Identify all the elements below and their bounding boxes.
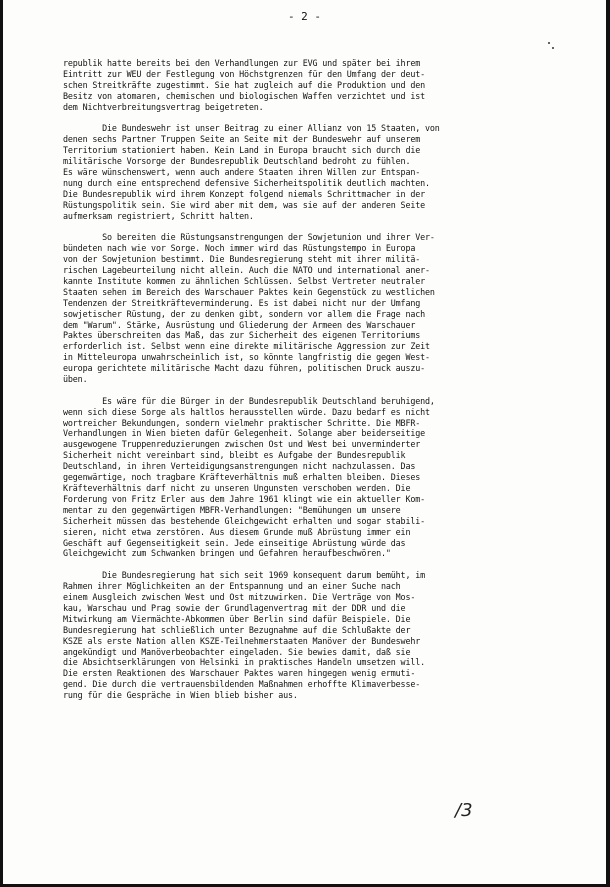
text-line: republik hatte bereits bei den Verhandlungen zur EVG und später bei ihrem xyxy=(63,58,421,68)
paragraph-5 xyxy=(63,570,551,701)
text-line: Besitz von atomaren, chemischen und biologischen Waffen verzichtet und ist xyxy=(63,90,426,101)
text-line: einem Ausgleich zwischen West und Ost mitzuwirken. Die Verträge von Mos- xyxy=(63,591,416,602)
text-line: wenn sich diese Sorge als haltlos herausstellen würde. Dazu bedarf es nicht xyxy=(63,406,430,417)
text-line: Sicherheit nicht vereinbart sind, bleibt es Aufgabe der Bundesrepublik xyxy=(63,450,406,461)
text-line: sowjetischer Rüstung, der zu denken gibt, sondern vor allem die Frage nach xyxy=(63,308,426,319)
text-line: gend. Die durch die vertrauensbildenden Maßnahmen erhoffte Klimaverbesse- xyxy=(63,679,421,690)
text-line: dem "Warum". Stärke, Ausrüstung und Gliederung der Armeen des Warschauer xyxy=(63,319,416,330)
text-line: Forderung von Fritz Erler aus dem Jahre 1961 klingt wie ein aktueller Kom- xyxy=(63,493,426,504)
text-line: Kräfteverhältnis darf nicht zu unseren Ungunsten verschoben werden. Die xyxy=(63,483,411,494)
text-line: bündeten nach wie vor Sorge. Noch immer wird das Rüstungstempo in Europa xyxy=(63,243,416,254)
text-line: rischen Lagebeurteilung nicht allein. Auch die NATO und international aner- xyxy=(63,265,430,275)
text-line: Die Bundesregierung hat sich seit 1969 konsequent darum bemüht, im xyxy=(63,570,426,581)
text-line: Die Bundesrepublik wird ihrem Konzept folgend niemals Schrittmacher in der xyxy=(63,188,426,199)
text-line: Die Bundeswehr ist unser Beitrag zu einer Allianz von 15 Staaten, von xyxy=(63,123,440,134)
text-line: militärische Vorsorge der Bundesrepublik Deutschland bedroht zu fühlen. xyxy=(63,156,411,167)
text-line: Sicherheit müssen das bestehende Gleichgewicht erhalten und sogar stabili- xyxy=(63,515,426,526)
text-line: sieren, nicht etwa zerstören. Aus diesem Grunde muß Abrüstung immer ein xyxy=(63,526,411,537)
text-line: Geschäft auf Gegenseitigkeit sein. Jede einseitige Abrüstung würde das xyxy=(63,537,406,548)
text-line: von der Sowjetunion bestimmt. Die Bundesregierung steht mit ihrer militä- xyxy=(63,254,421,265)
text-line: Rüstungspolitik sein. Sie wird aber mit dem, was sie auf der anderen Seite xyxy=(63,199,426,210)
paragraph-4 xyxy=(63,396,551,560)
text-line: Verhandlungen in Wien bieten dafür Gelegenheit. Solange aber beiderseitige xyxy=(63,428,426,439)
text-line: europa gerichtete militärische Macht dazu führen, politischen Druck auszu- xyxy=(63,363,426,374)
paragraph-2 xyxy=(63,123,551,221)
text-line: Eintritt zur WEU der Festlegung von Höchstgrenzen für den Umfang der deut- xyxy=(63,68,426,79)
text-line: Territorium stationiert haben. Kein Land in Europa braucht sich durch die xyxy=(63,145,421,156)
text-line: üben. xyxy=(63,374,88,385)
text-line: erforderlich ist. Selbst wenn eine direkte militärische Aggression zur Zeit xyxy=(63,341,430,352)
text-line: Bundesregierung hat schließlich unter Bezugnahme auf die Schlußakte der xyxy=(63,624,411,635)
text-line: Gleichgewicht zum Schwanken bringen und Gefahren heraufbeschwören." xyxy=(63,548,391,559)
text-line: ausgewogene Truppenreduzierungen zwischen Ost und West bei unverminderter xyxy=(63,439,421,450)
text-line: kannte Institute kommen zu ähnlichen Schlüssen. Selbst Vertreter neutraler xyxy=(63,275,426,286)
text-line: wortreicher Bekundungen, sondern vielmehr praktischer Schritte. Die MBFR- xyxy=(63,417,421,428)
text-line: nung durch eine entsprechend defensive Sicherheitspolitik deutlich machten. xyxy=(63,177,430,188)
paragraph-3 xyxy=(63,232,551,385)
text-line: Paktes überschreiten das Maß, das zur Sicherheit des eigenen Territoriums xyxy=(63,330,421,341)
text-line: dem Nichtverbreitungsvertrag beigetreten. xyxy=(63,101,264,112)
text-line: Es wäre für die Bürger in der Bundesrepublik Deutschland beruhigend, xyxy=(63,395,435,406)
text-line: Es wäre wünschenswert, wenn auch andere Staaten ihren Willen zur Entspan- xyxy=(63,166,421,177)
scan-speck xyxy=(552,47,554,49)
text-line: Mitwirkung am Viermächte-Abkommen über Berlin sind dafür Beispiele. Die xyxy=(63,613,411,624)
paragraph-1 xyxy=(63,58,551,113)
text-line: in Mitteleuropa unwahrscheinlich ist, so könnte langfristig die gegen West- xyxy=(63,352,430,363)
text-line: schen Streitkräfte zugestimmt. Sie hat zugleich auf die Produktion und den xyxy=(63,79,426,90)
text-line: gegenwärtige, noch tragbare Kräfteverhältnis muß erhalten bleiben. Dieses xyxy=(63,472,421,483)
scan-speck xyxy=(548,42,550,44)
handwritten-page-mark: /3 xyxy=(455,800,473,821)
document-body xyxy=(63,58,551,712)
text-line: aufmerksam registriert, Schritt halten. xyxy=(63,210,254,221)
text-line: mentar zu den gegenwärtigen MBFR-Verhandlungen: "Bemühungen um unsere xyxy=(63,504,401,515)
text-line: die Absichtserklärungen von Helsinki in praktisches Handeln umsetzen will. xyxy=(63,657,426,668)
text-line: denen sechs Partner Truppen Seite an Seite mit der Bundeswehr auf unserem xyxy=(63,134,421,145)
text-line: angekündigt und Manöverbeobachter eingeladen. Sie bewies damit, daß sie xyxy=(63,646,411,657)
text-line: Die ersten Reaktionen des Warschauer Paktes waren hingegen wenig ermuti- xyxy=(63,668,416,679)
text-line: KSZE als erste Nation allen KSZE-Teilnehmerstaaten Manöver der Bundeswehr xyxy=(63,635,421,646)
text-line: kau, Warschau und Prag sowie der Grundlagenvertrag mit der DDR und die xyxy=(63,602,406,613)
text-line: Tendenzen der Streitkräfteverminderung. Es ist dabei nicht nur der Umfang xyxy=(63,297,421,308)
text-line: Rahmen ihrer Möglichkeiten an der Entspannung und an einer Suche nach xyxy=(63,581,401,592)
text-line: So bereiten die Rüstungsanstrengungen der Sowjetunion und ihrer Ver- xyxy=(63,232,435,243)
text-line: Deutschland, in ihren Verteidigungsanstrengungen nicht nachzulassen. Das xyxy=(63,461,416,472)
text-line: Staaten sehen im Bereich des Warschauer Paktes kein Gegenstück zu westlichen xyxy=(63,286,435,297)
page-number: - 2 - xyxy=(287,10,322,23)
text-line: rung für die Gespräche in Wien blieb bisher aus. xyxy=(63,690,298,701)
